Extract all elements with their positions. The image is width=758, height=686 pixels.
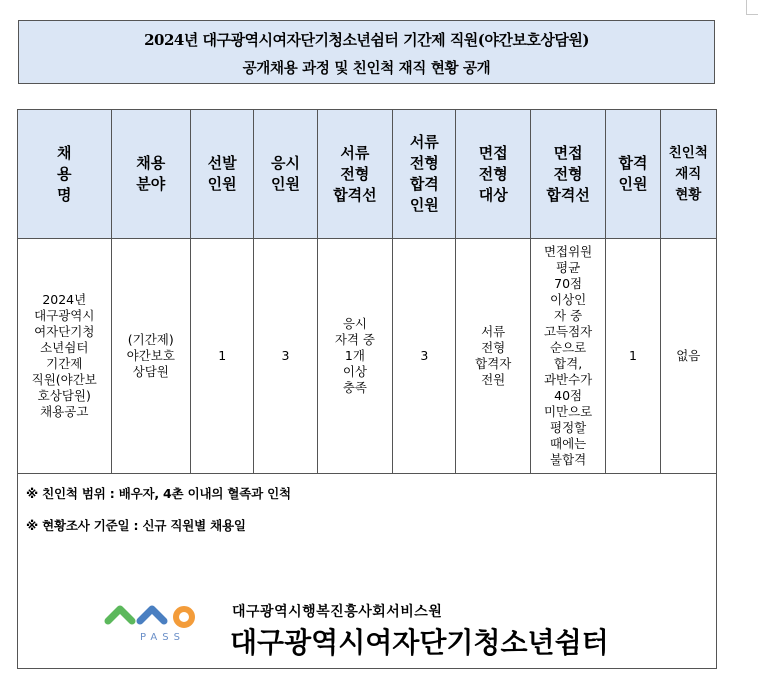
cell-text: 70점 <box>554 276 583 291</box>
table-cell <box>606 239 660 474</box>
column-header-text: 면접 <box>553 143 583 162</box>
cell-text: 고득점자 <box>543 324 593 339</box>
cell-text: 전형 <box>481 340 506 355</box>
column-header-text: 전형 <box>409 154 439 172</box>
notes-row <box>18 474 717 669</box>
note-survey-date: ※ 현황조사 기준일 : 신규 직원별 채용일 <box>26 518 246 533</box>
table-cell <box>456 239 530 474</box>
cell-text: 평균 <box>556 260 581 275</box>
cell-text: 채용공고 <box>40 404 89 419</box>
cell-text: 여자단기청 <box>34 324 95 339</box>
cell-text: 대구광역시 <box>34 308 95 323</box>
cell-text: 3 <box>281 348 290 363</box>
page-corner-mark <box>746 0 758 15</box>
column-header-text: 인원 <box>271 175 301 193</box>
cell-text: 이상인 <box>550 292 587 307</box>
cell-text: 1 <box>218 348 227 363</box>
cell-text: 전원 <box>481 372 506 387</box>
column-header <box>111 110 190 239</box>
cell-text: 평정할 <box>550 420 587 435</box>
cell-text: 1 <box>629 348 637 363</box>
column-header <box>254 110 317 239</box>
recruitment-table <box>17 109 717 669</box>
column-header-text: 합격선 <box>333 185 377 204</box>
title-box <box>18 20 715 84</box>
column-header-text: 전형 <box>478 164 508 183</box>
column-header-text: 서류 <box>409 133 439 151</box>
logo-pass-text: PASS <box>140 632 185 643</box>
column-header-text: 전형 <box>553 164 583 183</box>
cell-text: 없음 <box>676 348 701 363</box>
column-header-text: 인원 <box>207 175 237 193</box>
column-header-text: 합격 <box>409 175 439 193</box>
cell-text: 충족 <box>342 380 367 395</box>
table-cell <box>254 239 317 474</box>
cell-text: 합격자 <box>475 356 512 371</box>
column-header-text: 합격선 <box>546 185 590 204</box>
cell-text: 미만으로 <box>543 404 593 419</box>
cell-text: 2024년 <box>42 292 87 307</box>
column-header-text: 합격 <box>618 154 648 172</box>
note-kinship-scope: ※ 친인척 범위 : 배우자, 4촌 이내의 혈족과 인척 <box>26 486 291 501</box>
cell-text: 직원(야간보 <box>31 372 97 387</box>
column-header <box>317 110 392 239</box>
column-header-text: 대상 <box>478 185 508 204</box>
table-cell <box>530 239 605 474</box>
cell-text: 1개 <box>344 348 365 363</box>
table-cell <box>190 239 253 474</box>
column-header-text: 현황 <box>675 186 702 203</box>
column-header-text: 전형 <box>340 164 370 183</box>
parent-organization-name: 대구광역시행복진흥사회서비스원 <box>232 604 443 620</box>
column-header-text: 분야 <box>136 175 166 193</box>
cell-text: 40점 <box>554 388 583 403</box>
cell-text: 순으로 <box>550 340 587 355</box>
column-header <box>18 110 112 239</box>
cell-text: 상담원 <box>132 364 169 379</box>
column-header-text: 친인척 <box>668 144 708 161</box>
table-header-row <box>18 110 717 239</box>
column-header-text: 인원 <box>409 196 439 214</box>
cell-text: 야간보호 <box>126 348 175 363</box>
table-cell <box>393 239 456 474</box>
cell-text: 때에는 <box>550 436 587 451</box>
column-header <box>660 110 716 239</box>
cell-text: 이상 <box>342 364 367 379</box>
table-cell <box>18 239 112 474</box>
cell-text: 면접위원 <box>543 244 593 259</box>
column-header-text: 채 <box>57 143 72 162</box>
cell-text: 서류 <box>481 324 506 339</box>
column-header-text: 서류 <box>340 143 370 162</box>
column-header-text: 채용 <box>136 154 166 172</box>
column-header-text: 명 <box>57 185 72 204</box>
column-header-text: 면접 <box>478 143 508 162</box>
cell-text: 3 <box>420 348 429 363</box>
cell-text: 자 중 <box>554 308 583 323</box>
column-header-text: 재직 <box>675 165 702 182</box>
table-cell <box>111 239 190 474</box>
column-header <box>530 110 605 239</box>
cell-text: 호상담원) <box>37 388 91 403</box>
table-cell <box>317 239 392 474</box>
cell-text: 합격, <box>554 356 583 371</box>
organization-logo <box>104 599 664 659</box>
table-cell <box>660 239 716 474</box>
column-header-text: 용 <box>57 164 72 183</box>
cell-text: 자격 중 <box>334 332 376 347</box>
column-header-text: 응시 <box>271 154 301 172</box>
column-header <box>190 110 253 239</box>
cell-text: 소년쉼터 <box>40 340 89 355</box>
column-header <box>456 110 530 239</box>
cell-text: (기간제) <box>127 332 174 347</box>
column-header <box>606 110 660 239</box>
column-header-text: 인원 <box>618 175 648 193</box>
notes-cell <box>18 474 717 669</box>
title-line-1: 2024년 대구광역시여자단기청소년쉼터 기간제 직원(야간보호상담원) <box>144 31 589 49</box>
table-row <box>18 239 717 474</box>
column-header-text: 선발 <box>207 154 237 172</box>
column-header <box>393 110 456 239</box>
cell-text: 불합격 <box>550 452 587 467</box>
organization-name: 대구광역시여자단기청소년쉼터 <box>230 626 609 659</box>
cell-text: 응시 <box>342 316 367 331</box>
cell-text: 기간제 <box>46 356 83 371</box>
title-line-2: 공개채용 과정 및 친인척 재직 현황 공개 <box>242 60 491 77</box>
cell-text: 과반수가 <box>543 372 593 387</box>
